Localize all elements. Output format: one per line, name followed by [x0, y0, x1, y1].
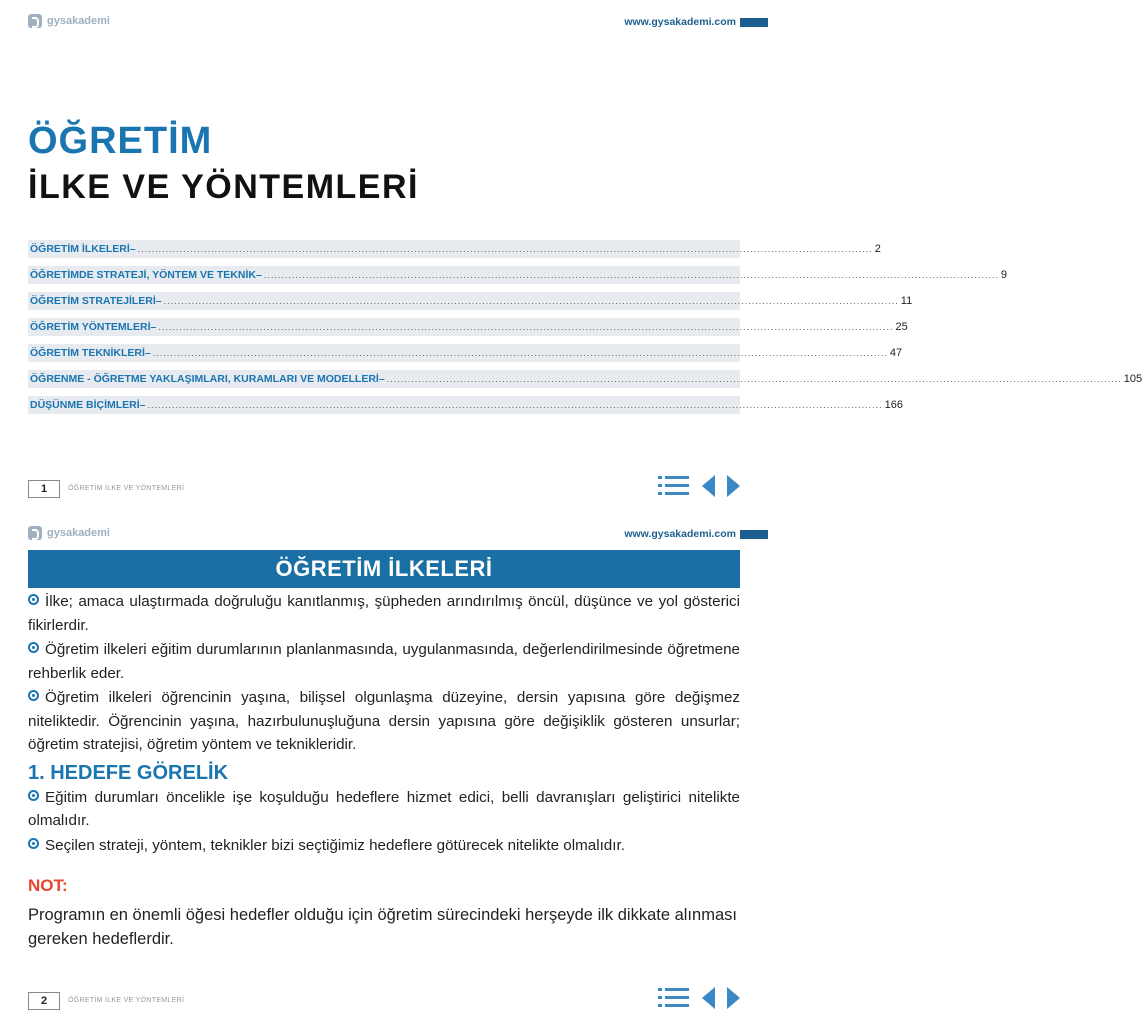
- page-footer: [28, 992, 740, 1012]
- list-item-text: İlke; amaca ulaştırmada doğruluğu kanıtlanmış, şüpheden arındırılmış öncül, düşünce ve yol gösterici fikirlerdir.: [28, 593, 740, 634]
- table-of-contents: [28, 240, 1142, 422]
- section-heading: 1. HEDEFE GÖRELİK: [28, 761, 229, 784]
- site-url-link[interactable]: www.gysakademi.com: [624, 16, 736, 28]
- note-text: Programın en önemli öğesi hedefler olduğu için öğretim sürecindeki herşeyde ilk dikkate alınması gereken hedeflerdir.: [28, 906, 737, 948]
- page-footer: [28, 480, 740, 500]
- page-navigation: [658, 474, 740, 498]
- page-title-line1: ÖĞRETİM: [28, 120, 213, 162]
- next-page-icon[interactable]: [727, 987, 740, 1009]
- toc-item[interactable]: [28, 370, 1142, 388]
- toc-leader-dots: ..................................................................................................................................................................................................................: [163, 296, 899, 306]
- toc-item-page: 47: [889, 347, 903, 359]
- toc-leader-dots: ..................................................................................................................................................................................................................: [152, 348, 888, 358]
- contents-list-icon[interactable]: [658, 986, 690, 1010]
- toc-item-page: 2: [874, 243, 881, 255]
- list-item: [28, 786, 740, 833]
- next-page-icon[interactable]: [727, 475, 740, 497]
- brand-name: gysakademi: [47, 15, 110, 27]
- toc-item-label: DÜŞÜNME BİÇİMLERİ–: [30, 399, 146, 411]
- list-item: [28, 638, 740, 685]
- bullet-circle-icon: [28, 642, 39, 653]
- footer-title: ÖĞRETİM İLKE VE YÖNTEMLERİ: [68, 997, 185, 1004]
- list-item: [28, 686, 740, 757]
- brand-logo[interactable]: [28, 14, 110, 28]
- toc-item-page: 25: [895, 321, 908, 333]
- toc-item[interactable]: [28, 240, 881, 258]
- previous-page-icon[interactable]: [702, 987, 715, 1009]
- toc-item-page: 9: [1000, 269, 1008, 281]
- toc-item-page: 11: [900, 295, 913, 307]
- brand-logo[interactable]: [28, 526, 110, 540]
- page-content: [28, 590, 740, 951]
- toc-item-page: 166: [884, 399, 903, 411]
- toc-item[interactable]: [28, 266, 1008, 284]
- toc-leader-dots: ..................................................................................................................................................................................................................: [158, 322, 894, 332]
- brand-name: gysakademi: [47, 527, 110, 539]
- contents-list-icon[interactable]: [658, 474, 690, 498]
- toc-leader-dots: ..................................................................................................................................................................................................................: [147, 400, 883, 410]
- toc-item[interactable]: [28, 292, 913, 310]
- bullet-circle-icon: [28, 594, 39, 605]
- section-banner: ÖĞRETİM İLKELERİ: [28, 550, 740, 588]
- toc-leader-dots: ..................................................................................................................................................................................................................: [263, 270, 999, 280]
- bullet-circle-icon: [28, 838, 39, 849]
- toc-leader-dots: ..................................................................................................................................................................................................................: [386, 374, 1122, 384]
- page-number: 2: [28, 992, 60, 1010]
- toc-item-label: ÖĞRENME - ÖĞRETME YAKLAŞIMLARI, KURAMLARI VE MODELLERİ–: [30, 373, 385, 385]
- list-item-text: Öğretim ilkeleri öğrencinin yaşına, bilişsel olgunlaşma düzeyine, dersin yapısına göre değişmez niteliktedir. Öğrencinin yaşına, hazırbulunuşluğuna dersin yapısına göre değişiklik gösteren unsurlar; öğretim stratejisi, öğretim yöntem ve teknikleridir.: [28, 689, 740, 753]
- list-item-text: Eğitim durumları öncelikle işe koşulduğu hedeflere hizmet edici, belli davranışları geliştirici nitelikte olmalıdır.: [28, 788, 740, 829]
- toc-leader-dots: ..................................................................................................................................................................................................................: [137, 244, 873, 254]
- toc-item-label: ÖĞRETİM STRATEJİLERİ–: [30, 295, 162, 307]
- note-label: NOT:: [28, 876, 68, 895]
- page-2: [0, 512, 768, 1024]
- toc-item-page: 105: [1123, 373, 1142, 385]
- logo-icon: [28, 14, 42, 28]
- toc-item-label: ÖĞRETİM İLKELERİ–: [30, 243, 136, 255]
- toc-item[interactable]: [28, 344, 903, 362]
- logo-icon: [28, 526, 42, 540]
- toc-item[interactable]: [28, 318, 908, 336]
- page-number: 1: [28, 480, 60, 498]
- toc-item-label: ÖĞRETİM TEKNİKLERİ–: [30, 347, 151, 359]
- previous-page-icon[interactable]: [702, 475, 715, 497]
- list-item-text: Seçilen strateji, yöntem, teknikler bizi seçtiğimiz hedeflere götürecek nitelikte olmalıdır.: [45, 836, 625, 854]
- bullet-circle-icon: [28, 790, 39, 801]
- page-title-line2: İLKE VE YÖNTEMLERİ: [28, 168, 419, 206]
- bullet-circle-icon: [28, 690, 39, 701]
- toc-item[interactable]: [28, 396, 903, 414]
- list-item: [28, 834, 740, 858]
- header-accent-bar: [740, 530, 768, 539]
- toc-item-label: ÖĞRETİM YÖNTEMLERİ–: [30, 321, 157, 333]
- header-accent-bar: [740, 18, 768, 27]
- list-item-text: Öğretim ilkeleri eğitim durumlarının planlanmasında, uygulanmasında, değerlendirilmesinde öğretmene rehberlik eder.: [28, 641, 740, 682]
- site-url-link[interactable]: www.gysakademi.com: [624, 528, 736, 540]
- toc-item-label: ÖĞRETİMDE STRATEJİ, YÖNTEM VE TEKNİK–: [30, 269, 262, 281]
- list-item: [28, 590, 740, 637]
- page-navigation: [658, 986, 740, 1010]
- footer-title: ÖĞRETİM İLKE VE YÖNTEMLERİ: [68, 485, 185, 492]
